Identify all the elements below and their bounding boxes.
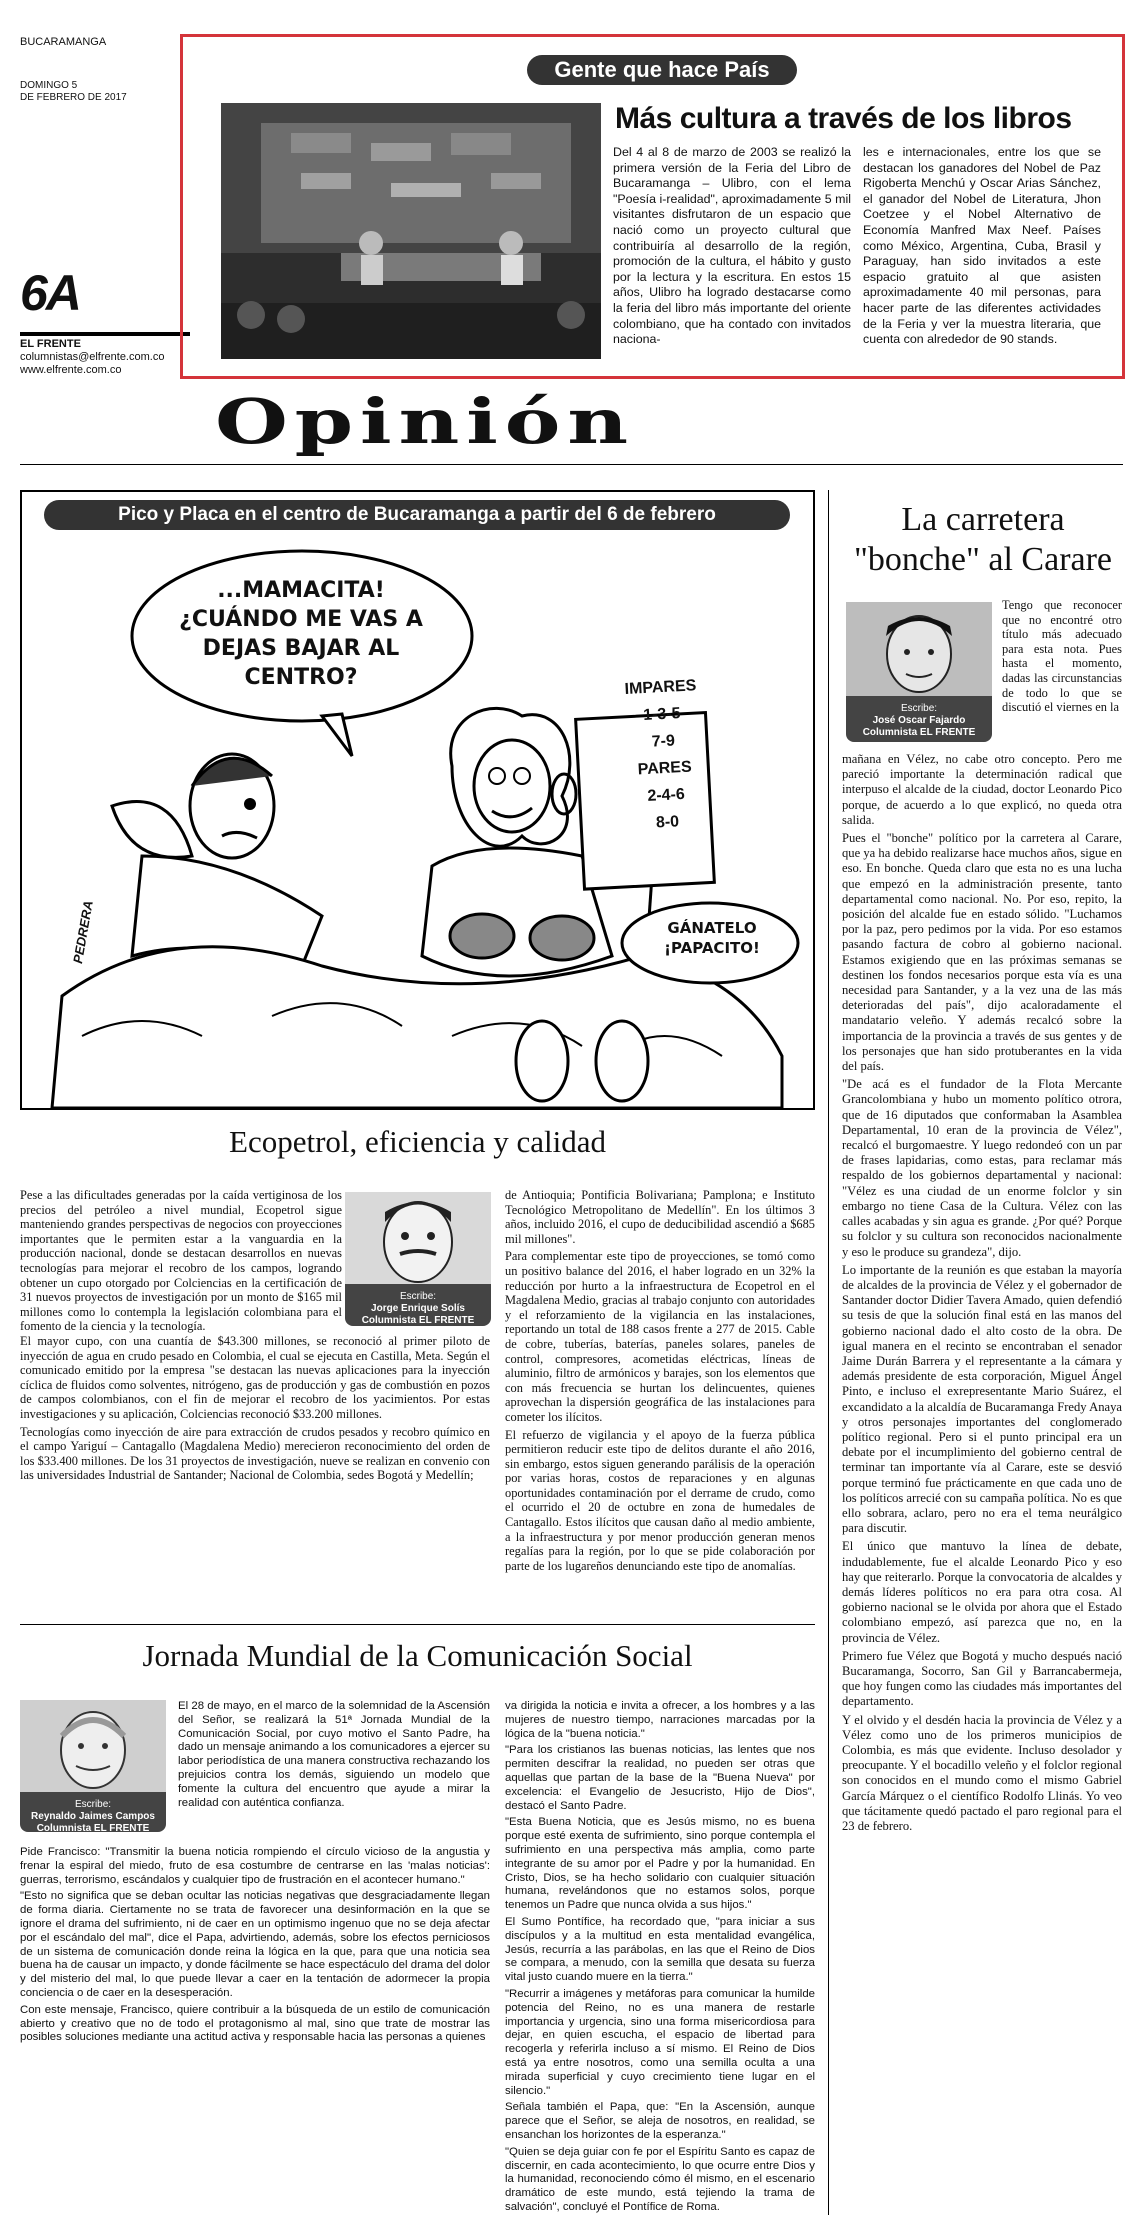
feature-text-col-2: les e internacionales, entre los que se destacan los ganadores del Nobel de Paz Rigoberta Menchú y Oscar Arias Sánchez, el ganador del Nobel de Literatura, Jhon Coetzee y el Nobel Alternativo de Economía Manfred Max Neef. Países como México, Argentina, Cuba, Brasil y Paraguay, han sido invitados a este espacio gratuito al que asisten aproximadamente 40 mil personas, para hacer parte de las diferentes actividades de la Feria y ver la muestra literaria, que cuenta con alrededor de 90 stands. <box>863 145 1101 347</box>
ecopetrol-byline-box <box>345 1192 491 1326</box>
byline-author: Reynaldo Jaimes Campos <box>31 1811 155 1822</box>
speech-bubble-man: ...MAMACITA! ¿CUÁNDO ME VAS A DEJAS BAJAR AL CENTRO? <box>179 578 423 690</box>
paragraph: El único que mantuvo la línea de debate, indudablemente, fue el alcalde Leonardo Pico y eso hay que reiterarlo. Porque la convocatoria de alcaldes y demás líderes políticos no era para otra cosa. Al gobierno nacional se le olvida por ahora que el Estado colombiano empezó, así parezca que no, en la provincia de Vélez. <box>842 1539 1122 1645</box>
date-line-2: DE FEBRERO DE 2017 <box>20 92 127 103</box>
headline-line-2: "bonche" al Carare <box>853 541 1113 578</box>
sign-line-4: PARES <box>637 758 693 779</box>
paragraph: "Quien se deja guiar con fe por el Espíritu Santo es capaz de discernir, en cada acontecimiento, lo que ocurre entre Dios y la humanidad, reconociendo cómo él mismo, en el escenario dramático de este mundo, está tejiendo la trama de salvación", concluyé el Pontífice de Roma. <box>505 2145 815 2213</box>
paragraph: Pide Francisco: "Transmitir la buena noticia rompiendo el círculo vicioso de la angustia y frenar la espiral del miedo, fruto de esa costumbre de centrarse en las 'malas noticias': guerras, terrorismo, escándalos y cualquier tipo de frustración en el acontecer humano." <box>20 1846 490 1886</box>
paragraph: Señala también el Papa, que: "En la Ascensión, aunque parece que el Señor, se aleja de nosotros, en realidad, se ensanchan los horizontes de la esperanza." <box>505 2101 815 2141</box>
jornada-col2 <box>505 1700 815 2213</box>
byline-role: Columnista EL FRENTE <box>361 1315 475 1326</box>
author-photo-jorge <box>345 1192 491 1284</box>
paragraph: El 28 de mayo, en el marco de la solemnidad de la Ascensión del Señor, se realizará la 51ª Jornada Mundial de la Comunicación Social, por cuyo motivo el Santo Padre, ha dado un mensaje animando a los comunicadores a ejercer su labor periodística de una manera constructiva rechazando los prejuicios contra los demás, siguiendo un modelo que fomente la cultura del encuentro que ayude a mirar la realidad con auténtica confianza. <box>178 1700 490 1809</box>
byline-label: Escribe: <box>74 1799 112 1810</box>
carretera-byline <box>846 701 992 739</box>
byline-role: Columnista EL FRENTE <box>36 1823 150 1834</box>
carretera-byline-box <box>846 602 992 742</box>
author-photo-reynaldo <box>20 1700 166 1792</box>
paragraph: Con este mensaje, Francisco, quiere contribuir a la búsqueda de un estilo de comunicación abierto y creativo que no de todo el protagonismo al mal, sino que trate de mostrar las posibles soluciones mediante una actitud activa y responsable hacia las personas a quienes <box>20 2003 490 2044</box>
paragraph: Tecnologías como inyección de aire para extracción de crudos pesados y recobro químico en el campo Yariguí – Cantagallo (Magdalena Medio) merecieron reconocimiento del orden de los $33.400 millones. De los 31 proyectos de investigación, nueve se realizan en convenio con las universidades Industrial de Santander; Nacional de Colombia, sedes Bogotá y Medellín; <box>20 1424 490 1483</box>
paper-name: EL FRENTE <box>20 338 81 350</box>
page-number: 6A <box>20 265 80 321</box>
date-label <box>20 80 127 104</box>
date-line-1: DOMINGO 5 <box>20 80 78 91</box>
byline-label: Escribe: <box>900 703 938 714</box>
cartoonist-signature: PEDRERA <box>70 899 96 965</box>
carretera-intro <box>1002 598 1122 750</box>
paragraph: de Antioquia; Pontificia Bolivariana; Pamplona; e Instituto Tecnológico Metropolitano de Medellín". En los últimos 3 años, incluido 2016, el cupo de deducibilidad ascendió a $685 mil millones". <box>505 1188 815 1246</box>
paragraph: mañana en Vélez, no cabe otro concepto. Pero me pareció importante la determinación radical que interpuso el alcalde de la ciudad, doctor Leonardo Pico porque, de acuerdo a lo que explicó, no queda otra salida. <box>842 752 1122 827</box>
ecopetrol-col2 <box>505 1188 815 1608</box>
paragraph: Tengo que reconocer que no encontré otro título más adecuado para esta nota. Pues hasta el momento, dadas las circunstancias de todo lo que se discutió el viernes en la <box>1002 598 1122 715</box>
sign-line-6: 8-0 <box>655 813 680 832</box>
byline-label: Escribe: <box>399 1291 437 1302</box>
byline-author: Jorge Enrique Solís <box>371 1303 465 1314</box>
sign-line-2: 1-3-5 <box>642 705 681 725</box>
carretera-body <box>842 752 1122 2214</box>
book-fair-stage-image <box>221 103 601 359</box>
jornada-byline-box <box>20 1700 166 1832</box>
ecopetrol-col1-bottom <box>20 1334 490 1574</box>
page-number-rule <box>20 332 190 336</box>
paragraph: va dirigida la noticia e invita a ofrecer, a los hombres y a las mujeres de nuestro tiempo, narraciones marcadas por la lógica de la "buena noticia." <box>505 1700 815 1740</box>
cartoon-box <box>20 490 815 1110</box>
jornada-col1-bottom <box>20 1846 490 2206</box>
masthead-info <box>20 338 164 377</box>
paragraph: Para complementar este tipo de proyecciones, se tomó como un positivo balance del 2016, el haber logrado en un 32% la reducción por hurto a la infraestructura de Ecopetrol en el Magdalena Medio, gracias al trabajo conjunto con autoridades y el reforzamiento de la vigilancia en las instalaciones, reportando un total de 188 casos frente a 277 de 2015. Cable de cobre, tuberías, baterías, paneles solares, paneles de control, compresores, acometidas eléctricas, líneas de aluminio, filtro de armónicos y barajes, son los elementos que con más frecuencia se hurtan los delincuentes, quienes aprovechan la dispersión geográfica de las instalaciones para cometer los ilícitos. <box>505 1249 815 1424</box>
paragraph: "Recurrir a imágenes y metáforas para comunicar la humilde potencia del Reino, no es una manera de restarle importancia y urgencia, sino una forma misericordiosa para dejar, en quien escucha, el espacio de libertad para recogerla y referirla incluso a sí mismo. El Reino de Dios está ya entre nosotros, como una semilla oculta a una mirada superficial y cuyo crecimiento tiene lugar en el silencio." <box>505 1987 815 2097</box>
ecopetrol-rule <box>20 1624 815 1625</box>
speech-bubble-woman: GÁNATELO ¡PAPACITO! <box>664 919 760 957</box>
carretera-headline <box>838 500 1128 580</box>
byline-role: Columnista EL FRENTE <box>862 727 976 738</box>
sign-line-1: IMPARES <box>624 677 697 698</box>
paragraph: El Sumo Pontífice, ha recordado que, "para iniciar a sus discípulos y a la multitud en esta mentalidad evangélica, Jesús, recurría a las parábolas, en las que el Reino de Dios se compara, a menudo, con la semilla que desata su fuerza vital justo cuando muere en la tierra." <box>505 1915 815 1984</box>
feature-text-col-1: Del 4 al 8 de marzo de 2003 se realizó la primera versión de la Feria del Libro de Bucaramanga – Ulibro, con el lema "Poesía i-realidad", aproximadamente 5 mil visitantes disfrutaron de un espacio que nació como un proyecto cultural que contribuiría al desarrollo de la región, promoción de la cultura, el hábito y gusto por la lectura y la escritura. En estos 15 años, Ulibro ha logrado destacarse como la feria del libro más importante del oriente colombiano, que ha contado con invitados naciona- <box>613 145 851 347</box>
website-link[interactable]: www.elfrente.com.co <box>20 364 122 376</box>
ecopetrol-col1-top <box>20 1188 342 1334</box>
ecopetrol-headline: Ecopetrol, eficiencia y calidad <box>229 1124 606 1159</box>
paragraph: "De acá es el fundador de la Flota Mercante Grancolombiana y hubo un momento político otrora, que de 16 diputados que conformaban la Asamblea Departamental, 10 eran de la provincia de Vélez", recalcó el burgomaestre. Y luego redondeó con un par de frases lapidarias, como estas, para reclamar más respaldo de los gobiernos departamental y nacional: "Vélez es una ciudad de un enorme folclor y sin embargo no tiene Casa de la Cultura. Vélez con las calles acabadas y sin agua es grande. ¿Por qué? Porque su folclor y su cultura son reconocidos nacionalmente y eso le produce su grandeza", dijo. <box>842 1077 1122 1259</box>
column-divider <box>828 490 829 2215</box>
ecopetrol-byline <box>345 1289 491 1327</box>
sign-line-5: 2-4-6 <box>647 785 686 805</box>
paragraph: El refuerzo de vigilancia y el apoyo de la fuerza pública permitieron reducir este tipo de delitos durante el año 2016, sin embargo, estos siguen generando parálisis de la operación por varias horas, costos de reparaciones y en algunas oportunidades contaminación por el derrame de crudo, como el ocurrido el 20 de octubre en zona de humedales de Cantagallo. Estos ilícitos que causan daño al medio ambiente, a la infraestructura y por menor producción generan menos regalías para la región, por lo que se pide colaboración por parte de los lugareños denunciando este tipo de anomalías. <box>505 1427 815 1573</box>
jornada-byline <box>20 1797 166 1835</box>
headline-line-1: La carretera <box>901 501 1065 538</box>
section-title: Opinión <box>215 385 635 458</box>
author-photo-jose <box>846 602 992 696</box>
city-label: BUCARAMANGA <box>20 36 107 48</box>
feature-photo <box>221 103 601 359</box>
cartoon-banner: Pico y Placa en el centro de Bucaramanga a partir del 6 de febrero <box>44 500 790 530</box>
paragraph: Pese a las dificultades generadas por la caída vertiginosa de los precios del petróleo a nivel mundial, Ecopetrol sigue manteniendo grandes perspectivas de negocios con proyecciones importantes que le permiten estar a la vanguardia en la producción nacional, donde se destacan desarrollos en nuevas tecnologías para mejorar el recobro de los campos, logrando obtener un cupo otorgado por Colciencias en la certificación de 31 nuevos proyectos de investigación por un monto de $165 mil millones como lo contempla la legislación colombiana para el fomento de la ciencia y la tecnología. <box>20 1188 342 1334</box>
section-rule <box>20 464 1123 465</box>
paragraph: "Esto no significa que se deban ocultar las noticias negativas que desgraciadamente llegan de forma diaria. Ciertamente no se trata de favorecer una desinformación en la que se ignore el drama del sufrimiento, ni de caer en un optimismo ingenuo que no se deja afectar por el escándalo del mal", dice el Papa, advirtiendo, además, sobre los efectos perniciosos de un sistema de comunicación donde reina la lógica en la que, para que una noticia sea buena ha de causar un impacto, y donde fácilmente se hace espectáculo del drama del dolor y del misterio del mal, lo que puede llevar a caer en la tentación de adormecer la propia conciencia o de caer en la desesperación. <box>20 1890 490 1999</box>
paragraph: Y el olvido y el desdén hacia la provincia de Vélez y a Vélez como uno de los primeros municipios de Colombia, es más que evidente. Incluso desolador y preocupante. Y el bocadillo veleño y el folclor regional son conocidos en el mundo como el mismo Gabriel García Márquez o el científico Rodolfo Llinás. Yo veo que tácitamente quedó pactado el paro regional para el 23 de febrero. <box>842 1712 1122 1834</box>
jornada-col1-top <box>178 1700 490 1840</box>
paragraph: Pues el "bonche" político por la carretera al Carare, que ya ha debido realizarse hace muchos años, sigue en eso. En bonche. Queda claro que esta no es una lucha que empezó en la administración presente, tanto departamental como nacional. No. Por eso, repito, la posición del alcalde fue en estado sólido. "Luchamos por la paz, pero pedimos por la vida. Por eso estamos pasando factura de cobro al gobierno nacional. Estamos exigiendo que en las próximas semanas se destinen los fondos necesarios porque esta vía es una necesidad para Santander, y a la vez una de las más deterioradas del país", dijo acaloradamente el mandatario veleño. Y además recalcó sobre la importancia de la provincia a través de sus gentes y de los personajes que han sido protuberantes en la vida del país. <box>842 831 1122 1074</box>
byline-author: José Oscar Fajardo <box>872 715 966 726</box>
jornada-headline: Jornada Mundial de la Comunicación Social <box>142 1638 693 1673</box>
email-link[interactable]: columnistas@elfrente.com.co <box>20 351 165 363</box>
paragraph: Lo importante de la reunión es que estaban la mayoría de alcaldes de la provincia de Vélez y el gobernador de Santander doctor Didier Tavera Amado, quien defendió su tesis de que la solución final está en las manos del gobierno nacional dado el alto costo de la obra. De igual manera en el recinto se encontraban el senador Jaime Durán Barrera y el representante a la cámara y además presidente de esta corporación, Miguel Ángel Pinto, e incluso el exrepresentante Mario Suárez, el excandidato a la alcaldía de Bucaramanga Fredy Anaya y otros personajes importantes del conglomerado político regional. Pero si el punto principal era un debate por el incumplimiento del gobierno central de terminar tan importante vía al Carare, este se desvió porque terminó fue prácticamente en que cada uno de los políticos arrecié con su campaña política. No es que ello sobrara, aclaro, pero no era el tema neurálgico para discutir. <box>842 1262 1122 1536</box>
paragraph: El mayor cupo, con una cuantía de $43.300 millones, se reconoció al primer piloto de inyección de agua en crudo pesado en Colombia, el cual se ejecuta en Castilla, Meta. Según el comunicado emitido por la empresa "se destacan las nuevas aplicaciones para la inyección cíclica de fluidos como solventes, nitrógeno, gas de producción y gas de combustión en pozos de campos colombianos, con el fin de mejorar el recobro de los yacimientos. Por estas investigaciones y su aplicación, Colciencias reconoció $33.200 millones. <box>20 1334 490 1421</box>
pico-placa-sign <box>596 671 732 839</box>
feature-banner: Gente que hace País <box>527 55 797 85</box>
sign-line-3: 7-9 <box>651 732 676 751</box>
feature-title: Más cultura a través de los libros <box>615 102 1072 135</box>
feature-box <box>180 34 1125 379</box>
paragraph: Primero fue Vélez que Bogotá y mucho después nació Bucaramanga, Socorro, San Gil y Barrancabermeja, que hoy fungen como las ciudades más importantes del departamento. <box>842 1648 1122 1709</box>
paragraph: "Para los cristianos las buenas noticias, las lentes que nos permiten descifrar la realidad, no pueden ser otras que aquellas que partan de la base de la "Buena Nueva" por excelencia: el Evangelio de Jesucristo, Hijo de Dios", destacó el Santo Padre. <box>505 1744 815 1812</box>
paragraph: "Esta Buena Noticia, que es Jesús mismo, no es buena porque esté exenta de sufrimiento, sino porque contempla el sufrimiento en una perspectiva más amplia, como parte integrante de su amor por el Padre y por la humanidad. En Cristo, Dios, se ha hecho solidario con cualquier situación humana, revelándonos que no estamos solos, porque tenemos un Padre que nunca olvida a sus hijos." <box>505 1816 815 1912</box>
